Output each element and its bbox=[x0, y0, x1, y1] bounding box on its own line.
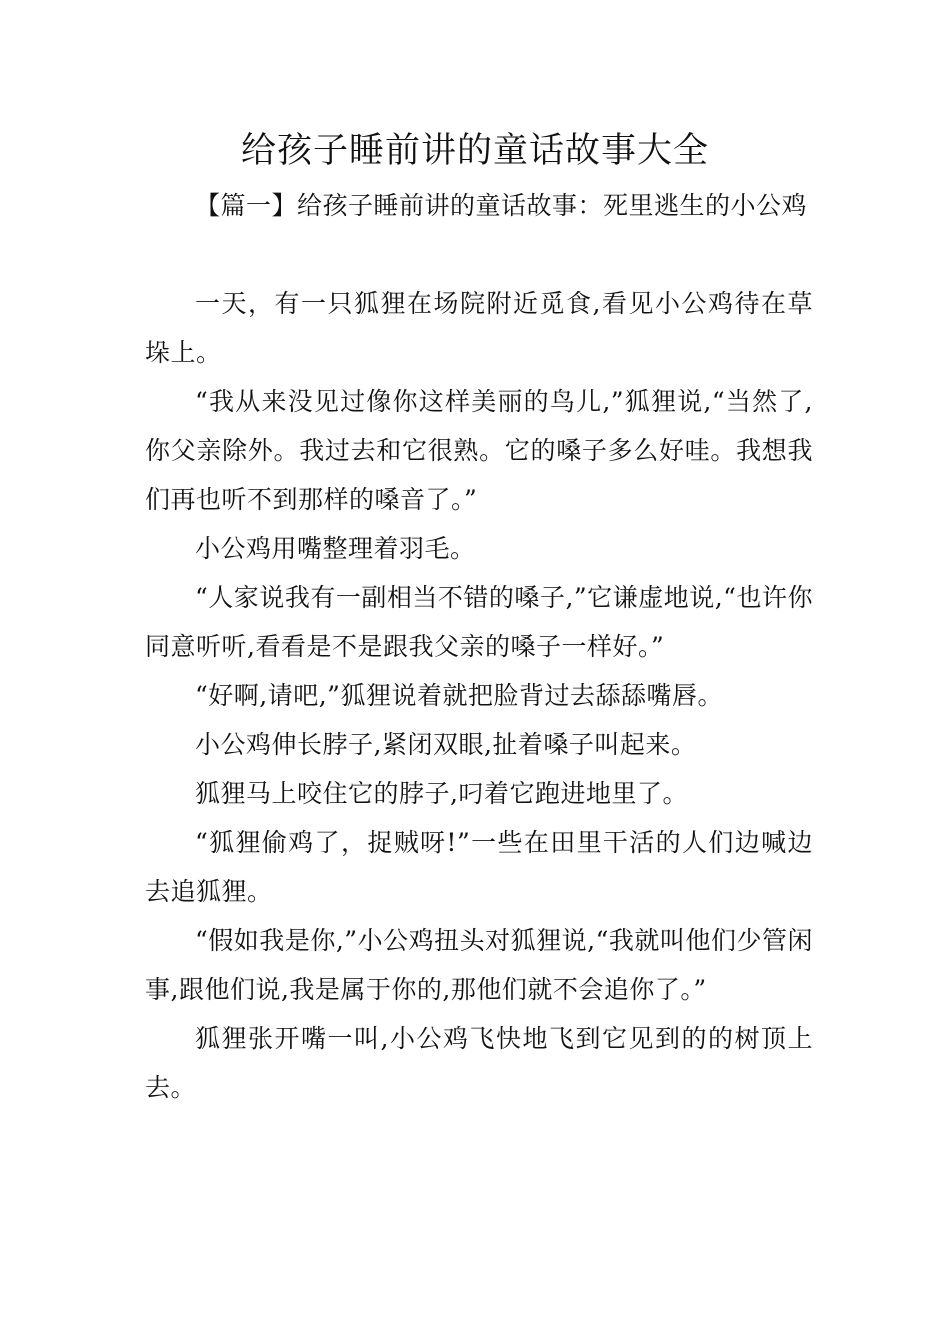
story-paragraph: “狐狸偷鸡了，捉贼呀!”一些在田里干活的人们边喊边去追狐狸。 bbox=[145, 828, 813, 906]
story-paragraph: 小公鸡用嘴整理着羽毛。 bbox=[195, 534, 476, 563]
story-paragraph: 一天，有一只狐狸在场院附近觅食,看见小公鸡待在草垛上。 bbox=[145, 289, 813, 367]
story-paragraph: 狐狸马上咬住它的脖子,叼着它跑进地里了。 bbox=[195, 779, 688, 808]
story-paragraph: “人家说我有一副相当不错的嗓子,”它谦虚地说,“也许你同意听听,看看是不是跟我父亲的嗓子一样好。” bbox=[145, 583, 813, 661]
story-paragraph: 小公鸡伸长脖子,紧闭双眼,扯着嗓子叫起来。 bbox=[195, 730, 697, 759]
story-paragraph: “我从来没见过像你这样美丽的鸟儿,”狐狸说,“当然了,你父亲除外。我过去和它很熟。它的嗓子多么好哇。我想我们再也听不到那样的嗓音了。” bbox=[145, 387, 813, 514]
document-body bbox=[145, 181, 813, 1112]
section-heading: 【篇一】给孩子睡前讲的童话故事：死里逃生的小公鸡 bbox=[195, 191, 808, 220]
story-paragraph: 狐狸张开嘴一叫,小公鸡飞快地飞到它见到的的树顶上去。 bbox=[145, 1024, 813, 1102]
story-paragraph: “好啊,请吧,”狐狸说着就把脸背过去舔舔嘴唇。 bbox=[195, 681, 723, 710]
story-paragraph: “假如我是你,”小公鸡扭头对狐狸说,“我就叫他们少管闲事,跟他们说,我是属于你的,那他们就不会追你了。” bbox=[145, 926, 813, 1004]
document-title: 给孩子睡前讲的童话故事大全 bbox=[240, 131, 709, 171]
